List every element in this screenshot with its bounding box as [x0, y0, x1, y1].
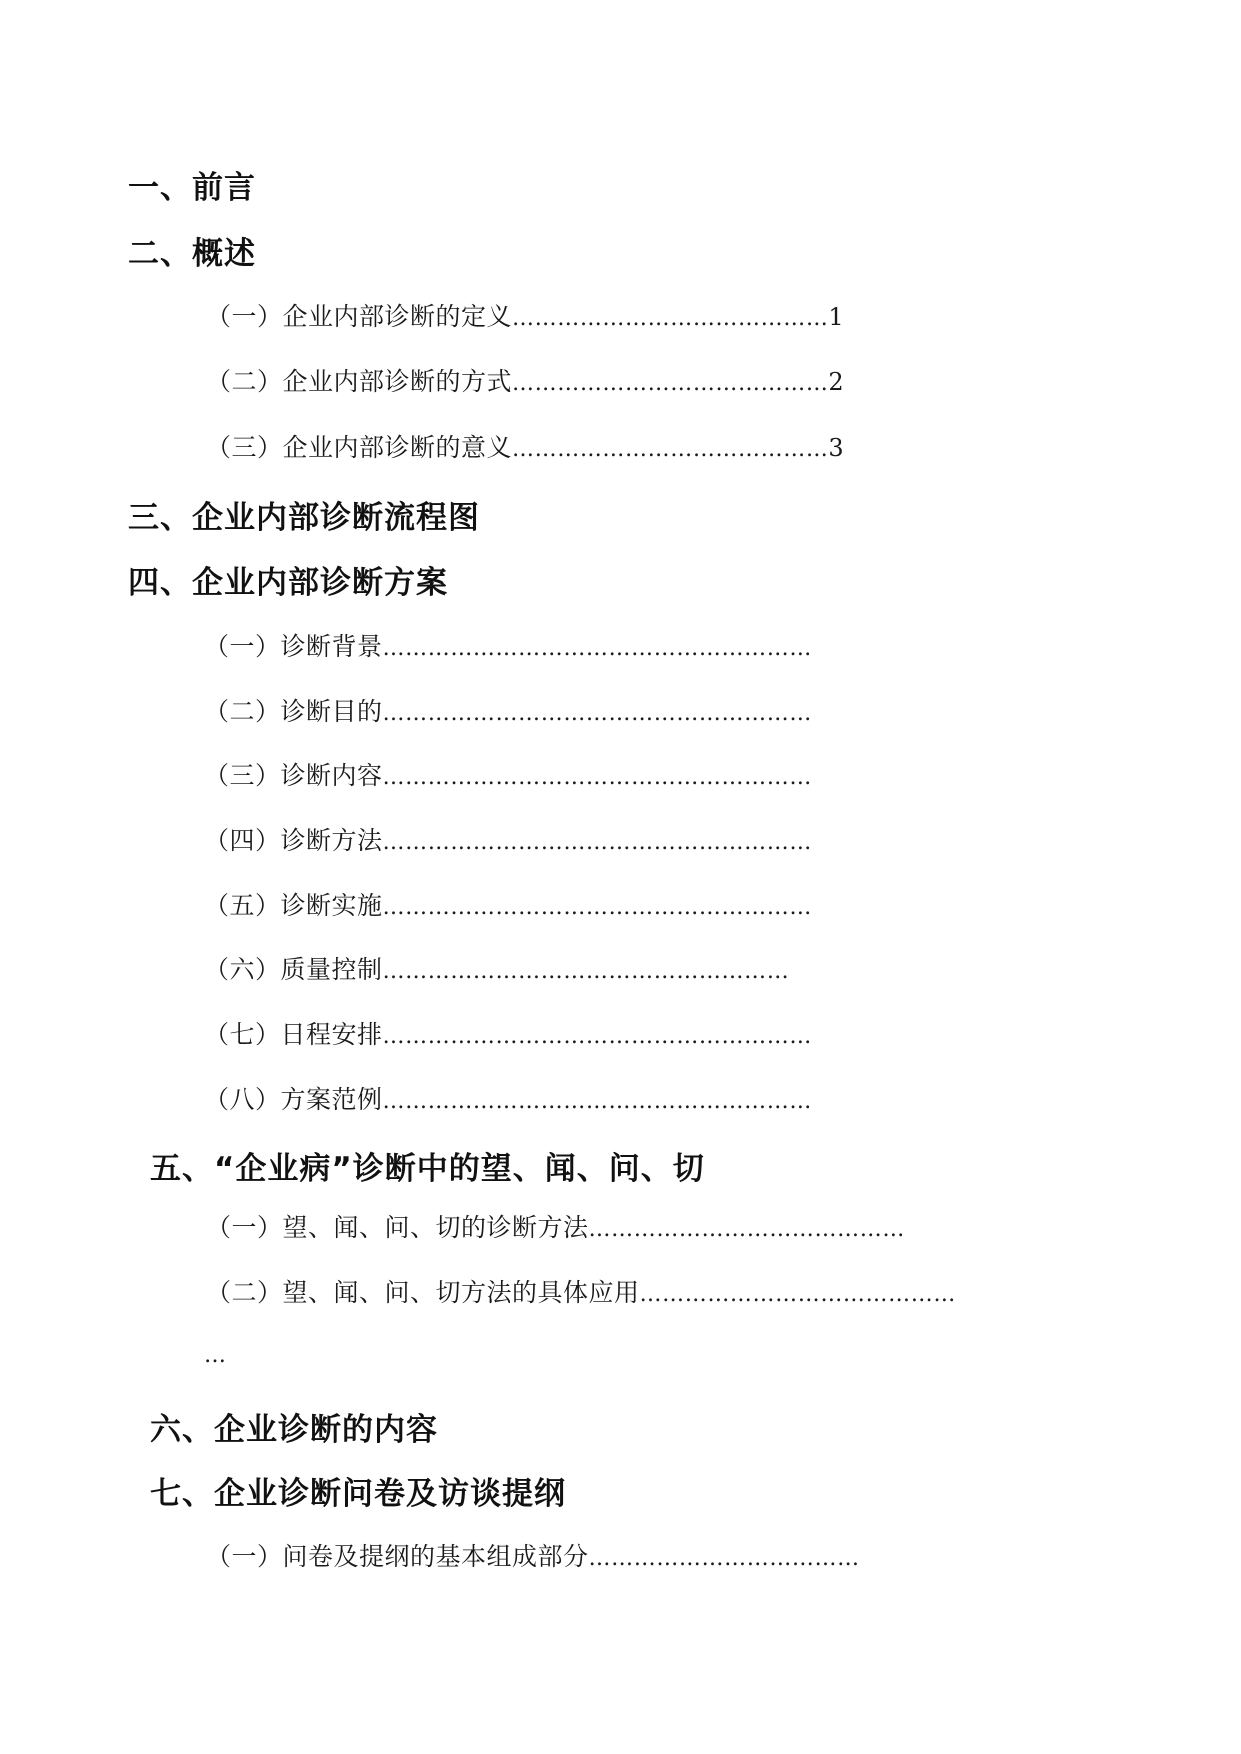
toc-entry-definition[interactable]	[206, 297, 844, 333]
toc-heading-overview[interactable]: 二、概述	[128, 236, 256, 272]
toc-heading-diagnosis-methods[interactable]: 五、“企业病”诊断中的望、闻、问、切	[150, 1151, 705, 1187]
toc-entry-quality-control[interactable]	[204, 950, 789, 986]
toc-entry-method[interactable]	[204, 821, 812, 857]
toc-entry-background[interactable]	[204, 627, 812, 663]
toc-leader-dots: ……………………………………	[639, 1282, 956, 1307]
toc-entry-significance[interactable]	[206, 428, 844, 464]
toc-entry-schedule[interactable]	[204, 1015, 812, 1051]
toc-leader-dots: …………………………………………………	[382, 830, 812, 855]
toc-heading-diagnosis-content[interactable]: 六、企业诊断的内容	[150, 1412, 438, 1448]
toc-heading-plan[interactable]: 四、企业内部诊断方案	[128, 565, 448, 601]
toc-leader-dots: …………………………………………………	[382, 765, 812, 790]
toc-entry-label: （一）望、闻、问、切的诊断方法	[206, 1213, 589, 1242]
toc-entry-label: （五）诊断实施	[204, 891, 383, 920]
toc-entry-label: （三）企业内部诊断的意义	[206, 433, 513, 462]
toc-entry-label: （八）方案范例	[204, 1085, 383, 1114]
toc-entry-content[interactable]	[204, 756, 812, 792]
toc-entry-label: （一）问卷及提纲的基本组成部分	[206, 1542, 589, 1571]
toc-heading-flowchart[interactable]: 三、企业内部诊断流程图	[128, 500, 480, 536]
toc-entry-label: （七）日程安排	[204, 1020, 383, 1049]
toc-page-number: 3	[828, 434, 845, 462]
toc-leader-dots: ……………………………………	[588, 1217, 905, 1242]
toc-heading-preface[interactable]: 一、前言	[128, 170, 256, 206]
toc-leader-dots: ………………………………	[588, 1546, 860, 1571]
toc-entry-four-methods[interactable]	[206, 1208, 905, 1244]
toc-entry-label: （一）诊断背景	[204, 632, 383, 661]
toc-leader-dots: ……………………………………	[512, 371, 829, 396]
toc-leader-dots: …………………………………………………	[382, 1024, 812, 1049]
toc-entry-methods[interactable]	[206, 362, 844, 398]
toc-leader-dots: …………………………………………………	[382, 636, 812, 661]
toc-entry-questionnaire-parts[interactable]	[206, 1537, 860, 1573]
toc-entry-label: （二）望、闻、问、切方法的具体应用	[206, 1278, 640, 1307]
toc-leader-dots: ………………………………………………	[382, 959, 790, 984]
toc-entry-label: （四）诊断方法	[204, 826, 383, 855]
toc-entry-example[interactable]	[204, 1080, 812, 1116]
toc-entry-label: （一）企业内部诊断的定义	[206, 302, 513, 331]
toc-entry-label: （六）质量控制	[204, 955, 383, 984]
toc-leader-continuation: …	[204, 1343, 227, 1368]
toc-leader-dots: ……………………………………	[512, 306, 829, 331]
toc-leader-dots: …………………………………………………	[382, 895, 812, 920]
toc-entry-label: （二）诊断目的	[204, 697, 383, 726]
toc-page-number: 2	[828, 368, 845, 396]
toc-page-number: 1	[828, 303, 845, 331]
toc-leader-dots: ……………………………………	[512, 437, 829, 462]
toc-entry-label: （三）诊断内容	[204, 761, 383, 790]
toc-leader-dots: …………………………………………………	[382, 1089, 812, 1114]
toc-heading-questionnaire[interactable]: 七、企业诊断问卷及访谈提纲	[150, 1476, 566, 1512]
toc-entry-implementation[interactable]	[204, 886, 812, 922]
toc-entry-label: （二）企业内部诊断的方式	[206, 367, 513, 396]
toc-entry-application[interactable]	[206, 1273, 956, 1309]
toc-leader-dots: …………………………………………………	[382, 701, 812, 726]
toc-entry-purpose[interactable]	[204, 692, 812, 728]
